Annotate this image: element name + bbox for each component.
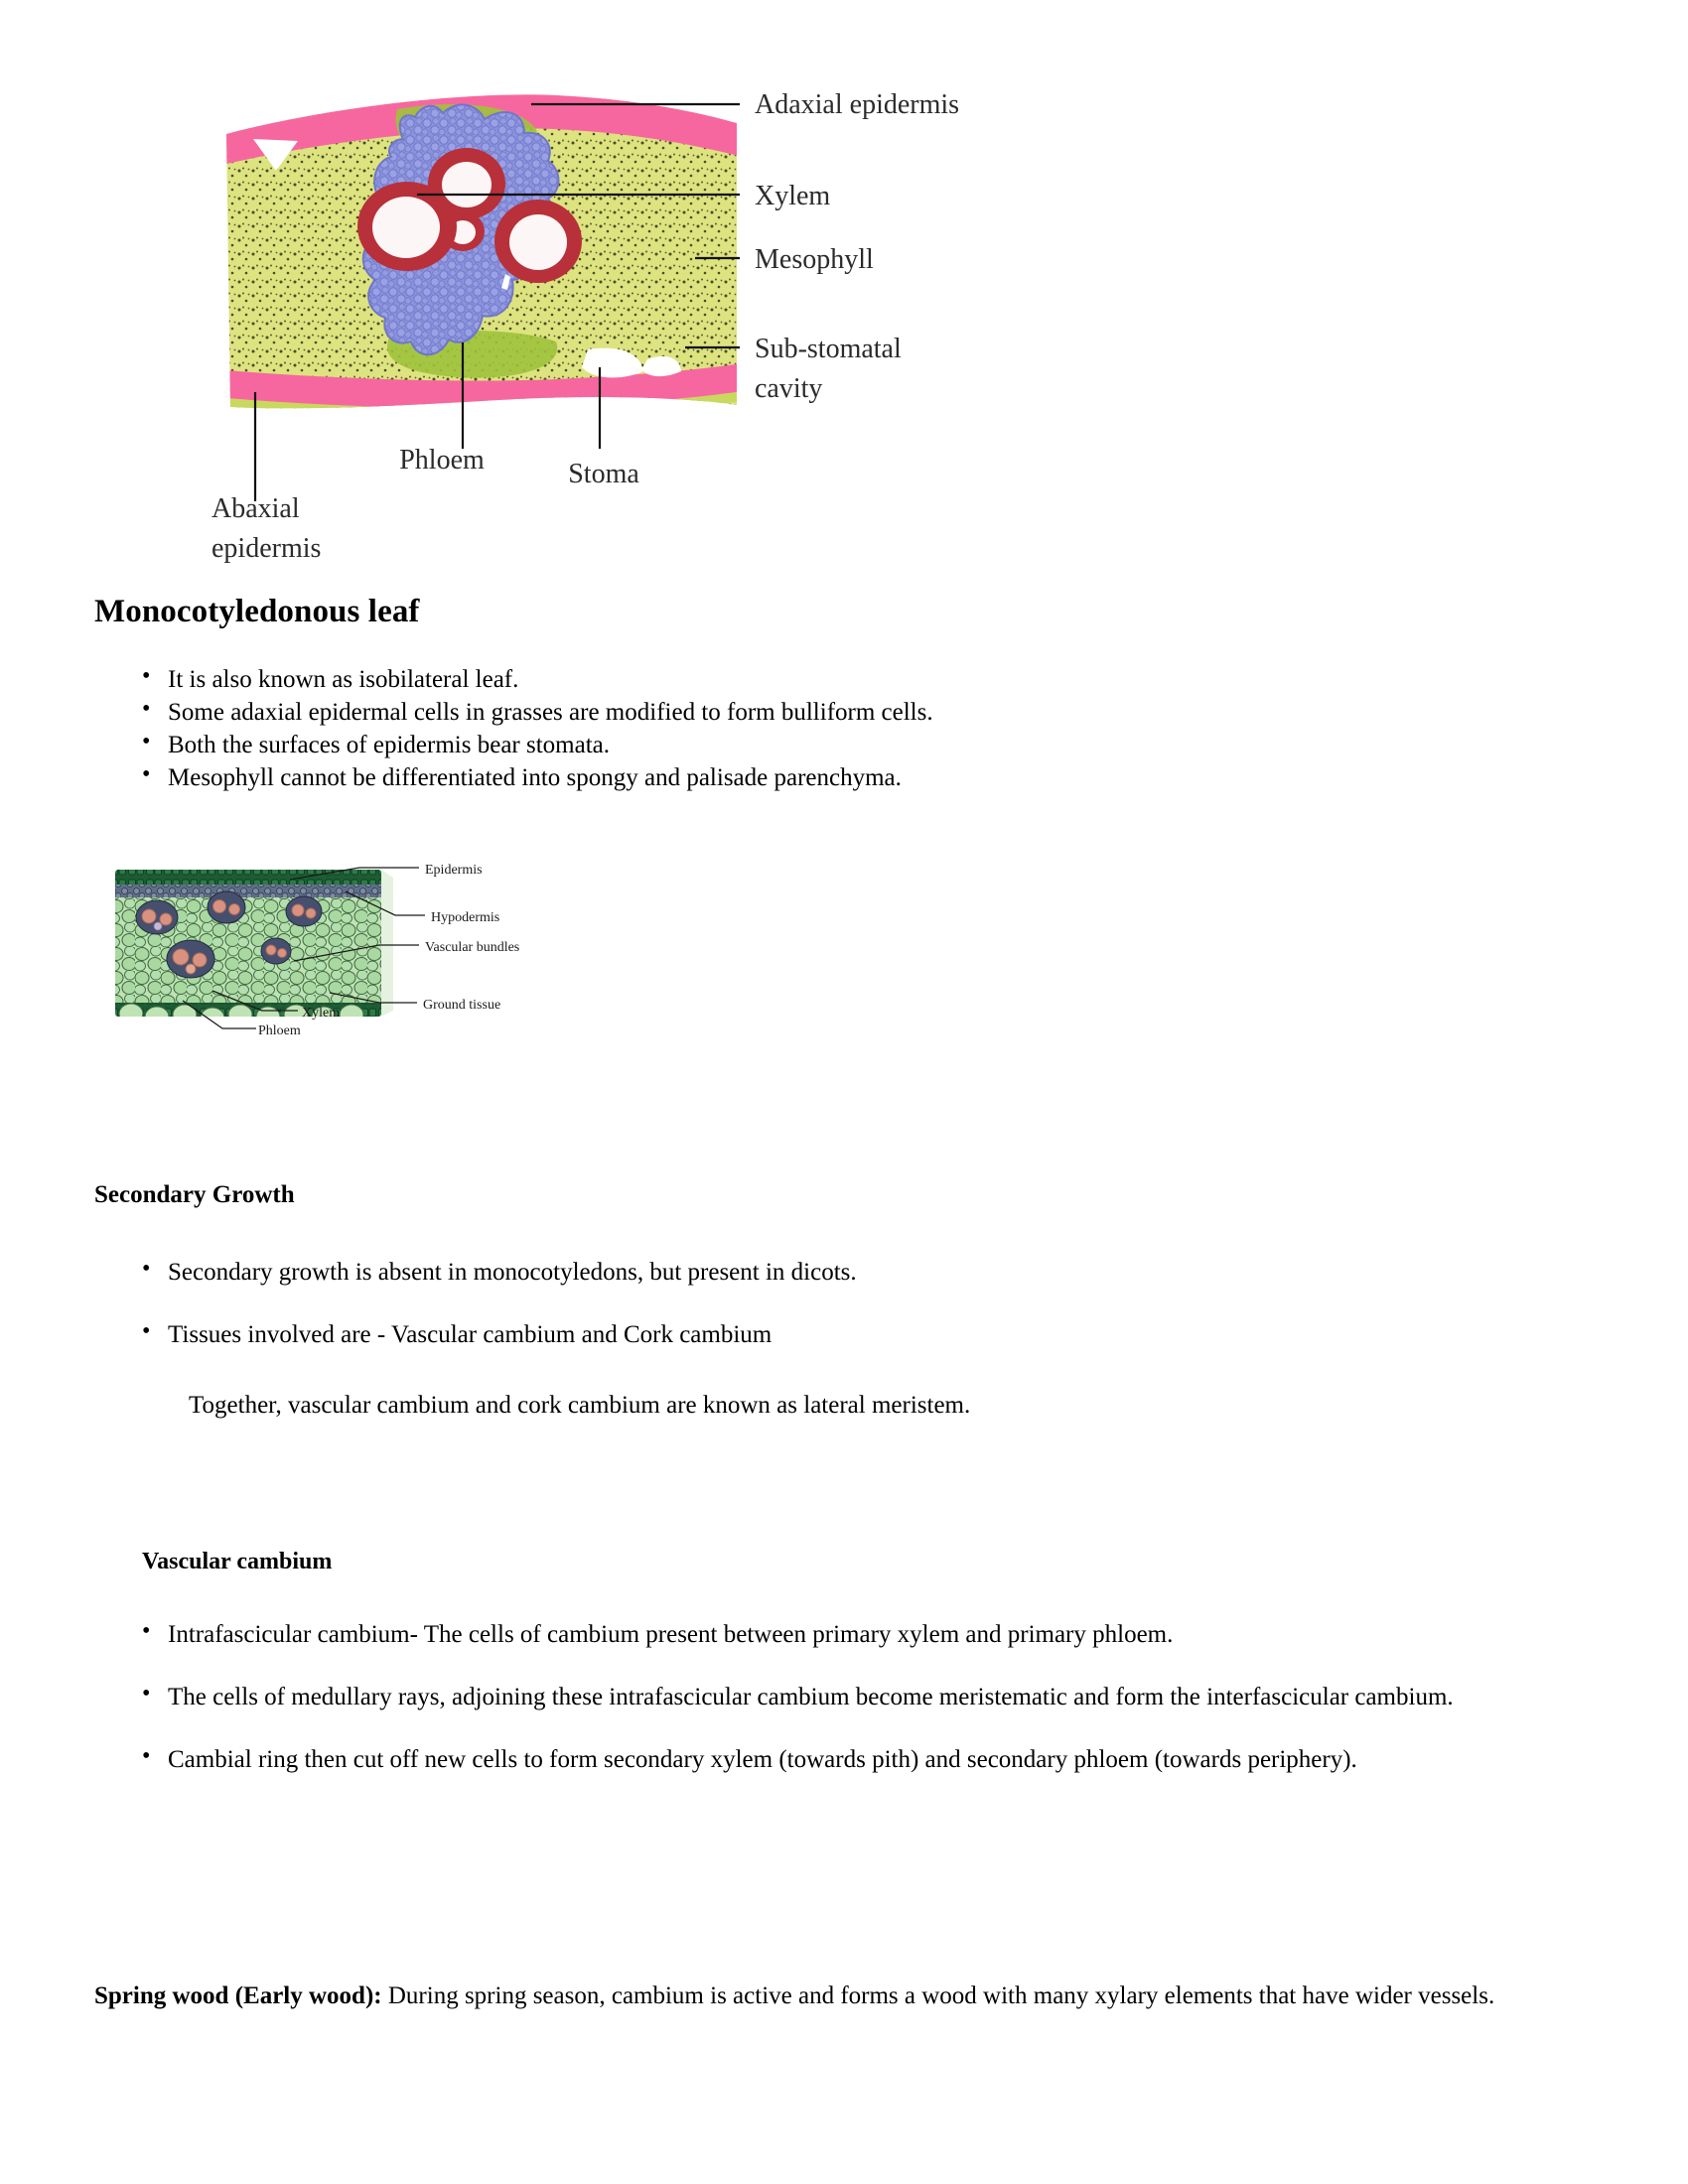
figure-dicot-leaf-ts [0, 0, 1688, 596]
list-item: • Both the surfaces of epidermis bear stomata. [134, 729, 1475, 761]
label-phloem: Phloem [399, 445, 485, 476]
list-monocot-leaf-facts [134, 663, 1475, 794]
label-vascular-bundles: Vascular bundles [425, 940, 520, 955]
label-sub-stomatal-cavity-line1: Sub-stomatal [755, 334, 902, 364]
monocot-section-block [115, 870, 381, 1027]
label-stoma: Stoma [568, 459, 639, 489]
list-item: • Secondary growth is absent in monocotyledons, but present in dicots. [134, 1256, 1504, 1289]
label-xylem: Xylem [755, 181, 831, 211]
list-item: • Intrafascicular cambium- The cells of cambium present between primary xylem and primary phloem. [134, 1618, 1549, 1651]
note-lateral-meristem: Together, vascular cambium and cork cambium are known as lateral meristem. [189, 1392, 971, 1419]
figure-monocot-leaf-ts [109, 852, 804, 1080]
label-phloem-2: Phloem [258, 1024, 301, 1038]
list-item: • It is also known as isobilateral leaf. [134, 663, 1475, 696]
list-vascular-cambium [134, 1618, 1549, 1806]
list-item: • Cambial ring then cut off new cells to form secondary xylem (towards pith) and secondary phloem (towards periphery). [134, 1743, 1549, 1776]
label-abaxial-epidermis-line2: epidermis [211, 533, 322, 564]
label-ground-tissue: Ground tissue [423, 998, 501, 1013]
list-secondary-growth [134, 1256, 1504, 1381]
label-abaxial-epidermis-line1: Abaxial [211, 493, 300, 524]
hypodermis-layer [115, 885, 381, 897]
spring-wood-body: During spring season, cambium is active and forms a wood with many xylary elements that have wider vessels. [381, 1982, 1495, 2009]
label-adaxial-epidermis: Adaxial epidermis [755, 89, 960, 120]
heading-secondary-growth: Secondary Growth [94, 1181, 295, 1208]
heading-monocotyledonous-leaf: Monocotyledonous leaf [94, 594, 420, 629]
list-item: • The cells of medullary rays, adjoining these intrafascicular cambium become meristematic and form the interfascicular cambium. [134, 1681, 1549, 1713]
leaf-section-body [209, 78, 765, 427]
spring-wood-lead: Spring wood (Early wood): [94, 1982, 382, 2009]
label-sub-stomatal-cavity-line2: cavity [755, 373, 823, 404]
heading-vascular-cambium: Vascular cambium [142, 1549, 333, 1574]
label-epidermis: Epidermis [425, 863, 483, 878]
label-mesophyll: Mesophyll [755, 244, 874, 275]
label-xylem-2: Xylem [302, 1006, 341, 1021]
paragraph-spring-wood [94, 1980, 1539, 2013]
list-item: • Mesophyll cannot be differentiated into spongy and palisade parenchyma. [134, 761, 1475, 794]
label-hypodermis: Hypodermis [431, 910, 500, 925]
list-item: • Some adaxial epidermal cells in grasses are modified to form bulliform cells. [134, 696, 1475, 729]
list-item: • Tissues involved are - Vascular cambium and Cork cambium [134, 1318, 1504, 1351]
epidermis-layer-top [115, 870, 381, 885]
